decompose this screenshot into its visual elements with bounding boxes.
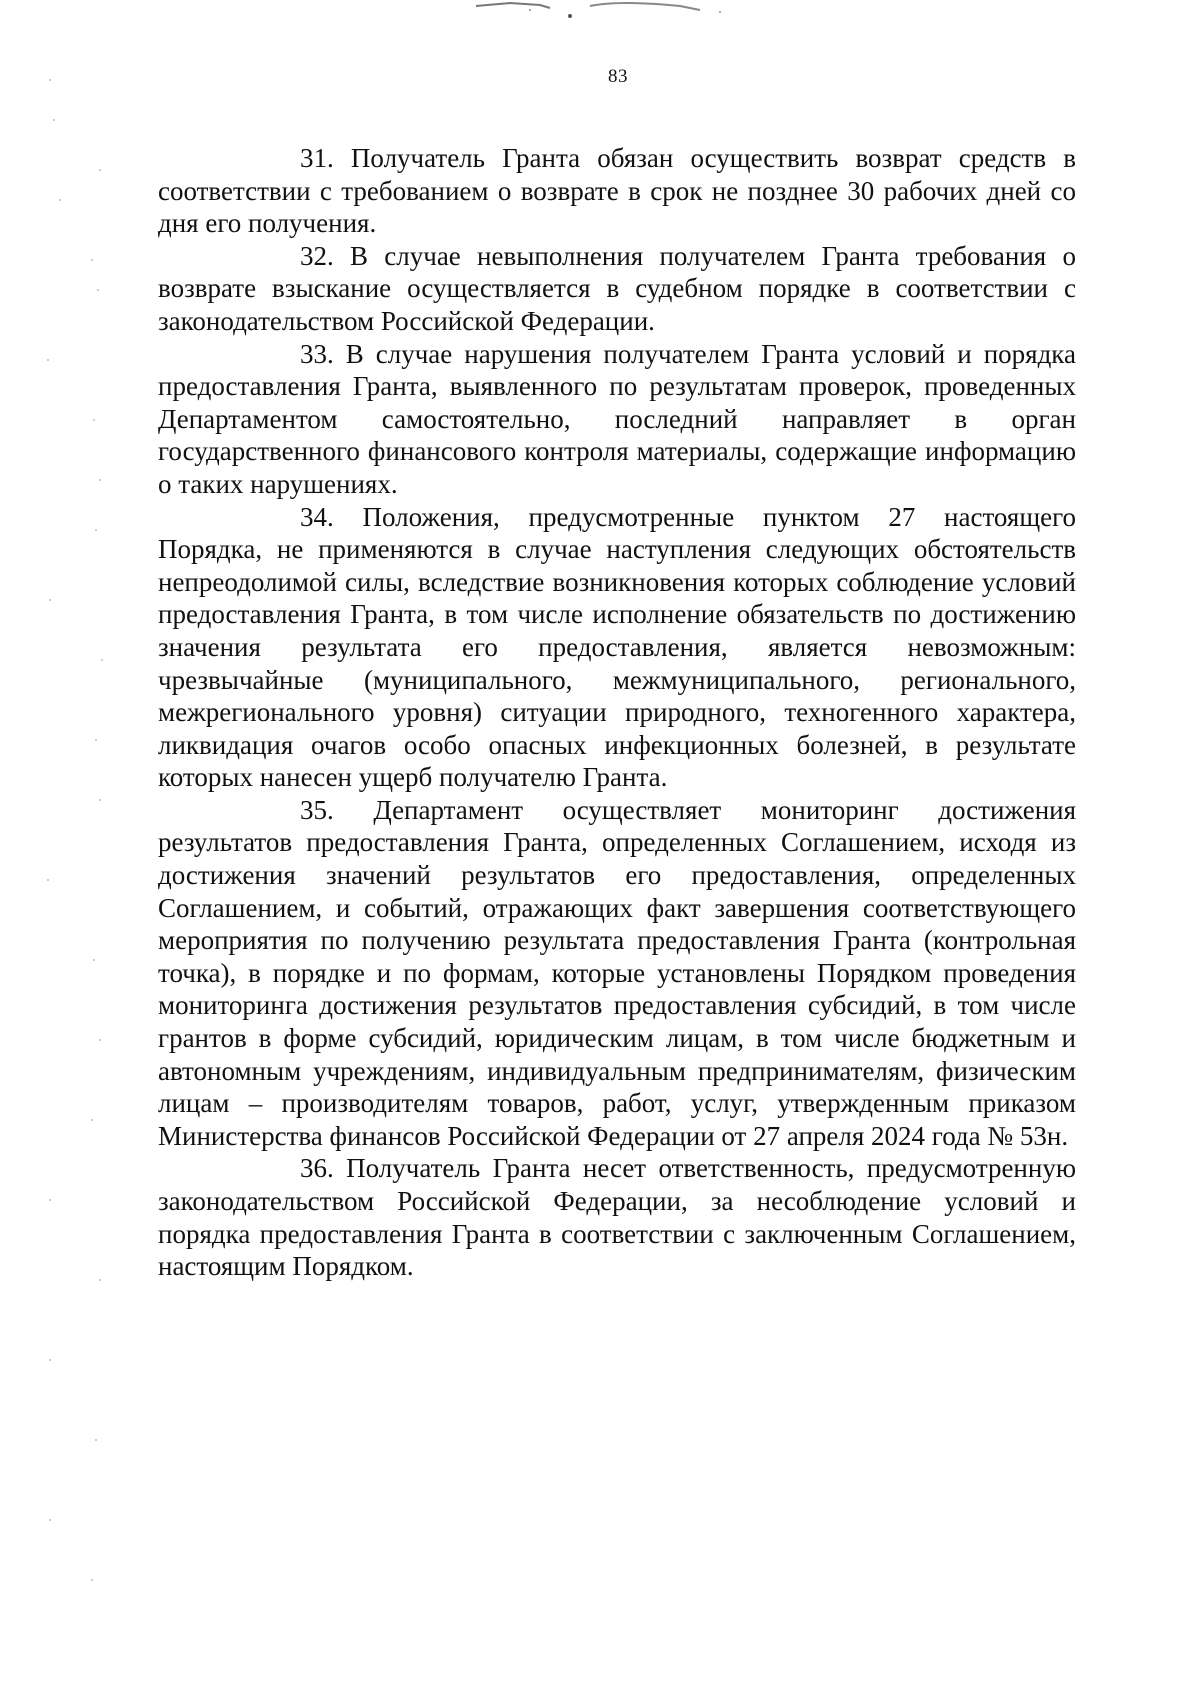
paragraph-36 xyxy=(158,1152,1076,1282)
document-body xyxy=(158,142,1076,1283)
paragraph-number: 35. xyxy=(300,794,334,825)
paragraph-text: Получатель Гранта обязан осуществить возврат средств в соответствии с требованием о возврате в срок не позднее 30 рабочих дней со дня его получения. xyxy=(158,143,1077,239)
paragraph-number: 34. xyxy=(300,501,334,532)
paragraph-number: 36. xyxy=(300,1153,334,1184)
paragraph-31 xyxy=(158,142,1076,240)
paragraph-text: Департамент осуществляет мониторинг достижения результатов предоставления Гранта, определенных Соглашением, исходя из достижения значений результатов его предоставления, определенных Соглашением, и событий, отражающих факт завершения соответствующего мероприятия по получению результата предоставления Гранта (контрольная точка), в порядке и по формам, которые установлены Порядком проведения мониторинга достижения результатов предоставления субсидий, в том числе грантов в форме субсидий, юридическим лицам, в том числе бюджетным и автономным учреждениям, индивидуальным предпринимателям, физическим лицам – производителям товаров, работ, услуг, утвержденным приказом Министерства финансов Российской Федерации от 27 апреля 2024 года № 53н. xyxy=(158,794,1077,1151)
paragraph-text: В случае невыполнения получателем Гранта требования о возврате взыскание осуществляется в судебном порядке в соответствии с законодательством Российской Федерации. xyxy=(158,240,1076,336)
paragraph-text: Положения, предусмотренные пунктом 27 настоящего Порядка, не применяются в случае наступления следующих обстоятельств непреодолимой силы, вследствие возникновения которых соблюдение условий предоставления Гранта, в том числе исполнение обязательств по достижению значения результата его предоставления, является невозможным: чрезвычайные (муниципального, межмуниципального, регионального, межрегионального уровня) ситуации природного, техногенного характера, ликвидация очагов особо опасных инфекционных болезней, в результате которых нанесен ущерб получателю Гранта. xyxy=(158,501,1076,793)
paragraph-33 xyxy=(158,338,1076,501)
paragraph-number: 31. xyxy=(300,143,334,173)
paragraph-number: 32. xyxy=(300,240,334,271)
paragraph-32 xyxy=(158,240,1076,338)
page-number: 83 xyxy=(608,66,628,87)
paragraph-35 xyxy=(158,794,1076,1153)
paragraph-text: В случае нарушения получателем Гранта условий и порядка предоставления Гранта, выявленного по результатам проверок, проведенных Департаментом самостоятельно, последний направляет в орган государственного финансового контроля материалы, содержащие информацию о таких нарушениях. xyxy=(158,338,1076,499)
scan-artifact-top xyxy=(470,0,750,22)
paragraph-number: 33. xyxy=(300,338,334,369)
paragraph-text: Получатель Гранта несет ответственность, предусмотренную законодательством Российской Федерации, за несоблюдение условий и порядка предоставления Гранта в соответствии с заключенным Соглашением, настоящим Порядком. xyxy=(158,1153,1077,1282)
paragraph-34 xyxy=(158,501,1076,794)
scan-artifact-left xyxy=(30,60,130,1680)
